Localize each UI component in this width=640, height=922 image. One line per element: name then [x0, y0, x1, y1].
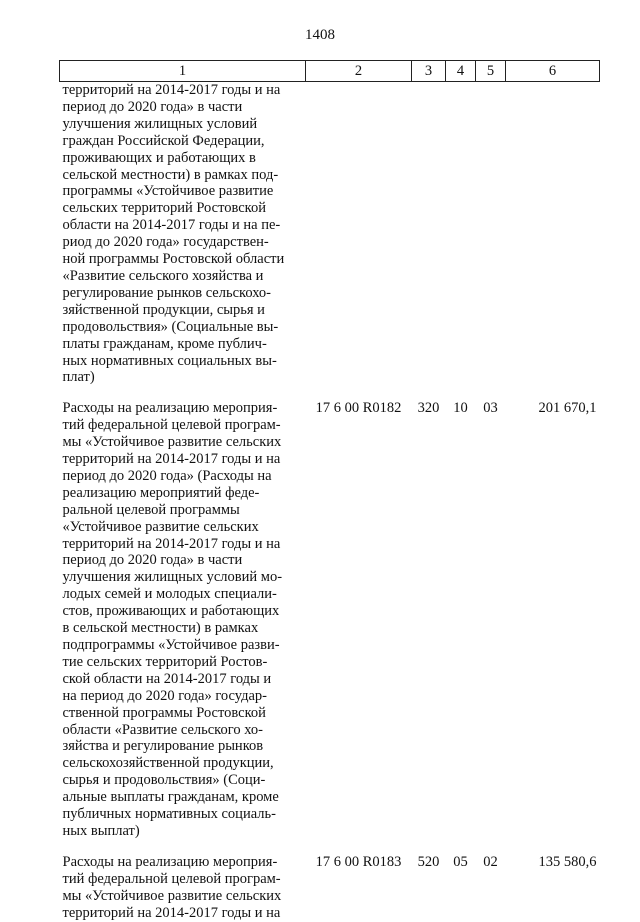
- description-line: территорий на 2014-2017 годы и на: [62, 535, 281, 552]
- description-line: лодых семей и молодых специали-: [62, 586, 277, 603]
- description-line: проживающих и работающих в: [62, 149, 256, 166]
- description-line: граждан Российской Федерации,: [62, 132, 265, 149]
- description-line: области «Развитие сельского хо-: [62, 721, 263, 738]
- row-target-code: 17 6 00 R0183: [315, 853, 402, 870]
- description-line: тий федеральной целевой програм-: [62, 870, 281, 887]
- description-line: зяйства и регулирование рынков: [62, 738, 264, 755]
- description-line: Расходы на реализацию мероприя-: [62, 853, 278, 870]
- table-row: [60, 854, 600, 922]
- description-line: «Устойчивое развитие сельских: [62, 518, 259, 535]
- row-gap-cell: [60, 386, 600, 400]
- description-line: публичных нормативных социаль-: [62, 806, 276, 823]
- description-line: тие сельских территорий Ростов-: [62, 653, 268, 670]
- row-target-code: [306, 82, 412, 387]
- description-line: ственной программы Ростовской: [62, 704, 266, 721]
- description-line: сельской местности) в рамках под-: [62, 166, 279, 183]
- header-row: [60, 61, 600, 82]
- row-section: 10: [453, 400, 468, 417]
- description-line: на период до 2020 года» государ-: [62, 687, 268, 704]
- description-line: ной программы Ростовской области: [62, 251, 285, 268]
- description-line: тий федеральной целевой програм-: [62, 417, 281, 434]
- row-target-code: 17 6 00 R0182: [315, 400, 402, 417]
- description-line: ральной целевой программы: [62, 501, 240, 518]
- row-description: [60, 400, 306, 840]
- description-line: сырья и продовольствия» (Соци-: [62, 772, 266, 789]
- row-expense-type: 320: [417, 400, 440, 417]
- table-row: [60, 82, 600, 387]
- description-line: риод до 2020 года» государствен-: [62, 234, 269, 251]
- description-line: территорий на 2014-2017 годы и на: [62, 451, 281, 468]
- description-line: стов, проживающих и работающих: [62, 603, 280, 620]
- row-description: [60, 854, 306, 922]
- header-col-2: 2: [306, 61, 412, 82]
- description-line: программы «Устойчивое развитие: [62, 183, 274, 200]
- row-subsection: [476, 82, 506, 387]
- description-line: период до 2020 года» в части: [62, 98, 243, 115]
- row-subsection: 03: [483, 400, 498, 417]
- row-subsection: 02: [483, 853, 498, 870]
- row-gap: [60, 840, 600, 854]
- header-col-3: 3: [412, 61, 446, 82]
- header-col-6: 6: [506, 61, 600, 82]
- row-section: [446, 82, 476, 387]
- header-col-4: 4: [446, 61, 476, 82]
- row-expense-type: [412, 82, 446, 387]
- description-line: зяйственной продукции, сырья и: [62, 301, 265, 318]
- table-row: [60, 400, 600, 840]
- header-col-5: 5: [476, 61, 506, 82]
- description-line: сельских территорий Ростовской: [62, 200, 266, 217]
- description-line: ных выплат): [62, 822, 140, 839]
- description-line: альные выплаты гражданам, кроме: [62, 789, 279, 806]
- description-line: период до 2020 года» в части: [62, 552, 243, 569]
- description-line: мы «Устойчивое развитие сельских: [62, 434, 282, 451]
- description-line: территорий на 2014-2017 годы и на: [62, 82, 281, 98]
- description-line: ных нормативных социальных вы-: [62, 352, 277, 369]
- description-line: «Развитие сельского хозяйства и: [62, 267, 264, 284]
- row-amount: 201 670,1: [538, 400, 597, 417]
- description-line: области на 2014-2017 годы и на пе-: [62, 217, 281, 234]
- description-line: плат): [62, 369, 95, 386]
- row-gap: [60, 386, 600, 400]
- description-line: платы гражданам, кроме публич-: [62, 335, 267, 352]
- description-line: территорий на 2014-2017 годы и на: [62, 904, 281, 921]
- row-description: [60, 82, 306, 387]
- row-amount: 135 580,6: [538, 853, 597, 870]
- description-line: подпрограммы «Устойчивое разви-: [62, 637, 280, 653]
- header-col-1: 1: [60, 61, 306, 82]
- description-line: мы «Устойчивое развитие сельских: [62, 887, 282, 904]
- description-line: реализацию мероприятий феде-: [62, 484, 260, 501]
- description-line: продовольствия» (Социальные вы-: [62, 318, 279, 335]
- row-section: 05: [453, 853, 468, 870]
- description-line: Расходы на реализацию мероприя-: [62, 400, 278, 417]
- budget-table: [59, 60, 600, 922]
- description-line: регулирование рынков сельскохо-: [62, 284, 272, 301]
- row-expense-type: 520: [417, 853, 440, 870]
- description-line: улучшения жилищных условий: [62, 115, 258, 132]
- row-amount: [506, 82, 600, 387]
- description-line: улучшения жилищных условий мо-: [62, 569, 283, 586]
- description-line: ской области на 2014-2017 годы и: [62, 670, 272, 687]
- row-gap-cell: [60, 840, 600, 854]
- description-line: в сельской местности) в рамках: [62, 620, 259, 637]
- page-number: 1408: [305, 27, 335, 43]
- description-line: сельскохозяйственной продукции,: [62, 755, 274, 772]
- description-line: период до 2020 года» (Расходы на: [62, 467, 272, 484]
